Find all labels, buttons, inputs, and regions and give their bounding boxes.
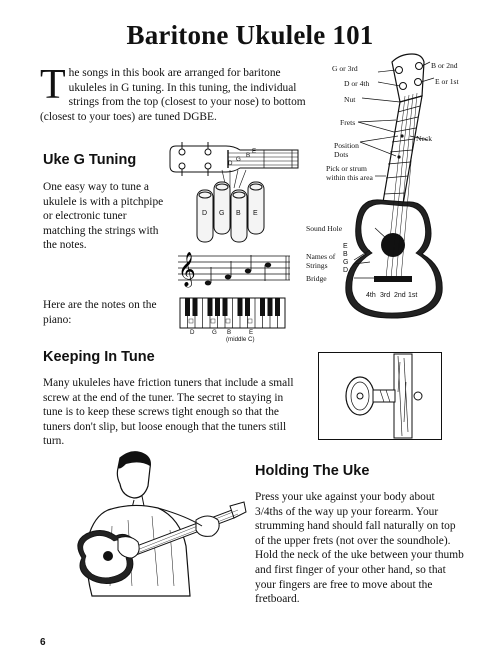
pipe-label-b: B <box>236 210 241 217</box>
piano-note-d: D <box>190 329 195 336</box>
string-number-4th: 4th <box>366 292 376 299</box>
piano-note-g: G <box>212 329 217 336</box>
label-bridge: Bridge <box>306 274 327 283</box>
label-position-dots: Position Dots <box>334 141 359 159</box>
string-name-g: G <box>343 259 349 266</box>
tuning-heading: Uke G Tuning <box>43 152 137 168</box>
page-number: 6 <box>40 637 46 648</box>
piano-note-b: B <box>227 329 232 336</box>
string-number-3rd: 3rd <box>380 292 391 299</box>
label-names-of-strings: Names of Strings <box>306 252 336 270</box>
string-number-1st: 1st <box>408 292 418 299</box>
label-nut: Nut <box>344 95 356 104</box>
string-name-e: E <box>343 243 348 250</box>
string-name-d: D <box>343 267 349 274</box>
label-g-or-3rd: G or 3rd <box>332 64 358 73</box>
headstock-label-e: E <box>252 148 257 155</box>
label-neck: Neck <box>416 134 433 143</box>
holding-text: Press your uke against your body about 3/4ths of the way up your forearm. Your strumming hand should fall naturally on top of the upper frets (not over the soundhole). Hold the neck of the uke between your thumb and first finger of your other hand, so that your fingers are free to move about the fretboard. <box>255 491 464 606</box>
headstock-label-g: G <box>236 156 241 163</box>
music-staff <box>178 252 290 292</box>
player-illustration <box>62 446 252 606</box>
string-name-b: B <box>343 251 348 258</box>
label-b-or-2nd: B or 2nd <box>431 61 458 70</box>
label-e-or-1st: E or 1st <box>435 77 459 86</box>
pipe-label-e: E <box>253 210 258 217</box>
drop-cap: T <box>40 62 66 108</box>
piano-keyboard <box>180 298 286 330</box>
headstock-label-d: D <box>228 160 233 167</box>
label-d-or-4th: D or 4th <box>344 79 370 88</box>
label-pick-area: Pick or strum within this area <box>326 164 373 182</box>
pipe-label-d: D <box>202 210 208 217</box>
tuning-text: One easy way to tune a ukulele is with a pitchpipe or electronic tuner matching the strings with the notes. <box>43 181 164 252</box>
headstock-label-b: B <box>246 152 251 159</box>
page-title: Baritone Ukulele 101 <box>126 20 374 50</box>
piano-text: Here are the notes on the piano: <box>43 299 157 326</box>
keeping-text: Many ukuleles have friction tuners that include a small screw at the end of the tuner. The secret to staying in tune is to keep these screws tight enough so that the tuners don't slip, but loose enough that the tuners still turn. <box>43 377 294 448</box>
label-sound-hole: Sound Hole <box>306 224 343 233</box>
tuner-illustration <box>318 352 442 440</box>
intro-text: he songs in this book are arranged for baritone ukuleles in G tuning. In this tuning, the individual strings from the top (closest to your nose) to bottom (closest to your toes) are tuned DGBE. <box>40 67 306 123</box>
string-number-2nd: 2nd <box>394 292 406 299</box>
keeping-heading: Keeping In Tune <box>43 349 155 365</box>
intro-paragraph <box>40 62 312 124</box>
piano-note-e: E <box>249 329 254 336</box>
label-frets: Frets <box>340 118 356 127</box>
pitchpipe-illustration <box>192 168 272 248</box>
treble-clef-icon: 𝄞 <box>178 252 196 287</box>
holding-heading: Holding The Uke <box>255 463 370 479</box>
pipe-label-g: G <box>219 210 225 217</box>
middle-c-label: (middle C) <box>226 336 255 343</box>
